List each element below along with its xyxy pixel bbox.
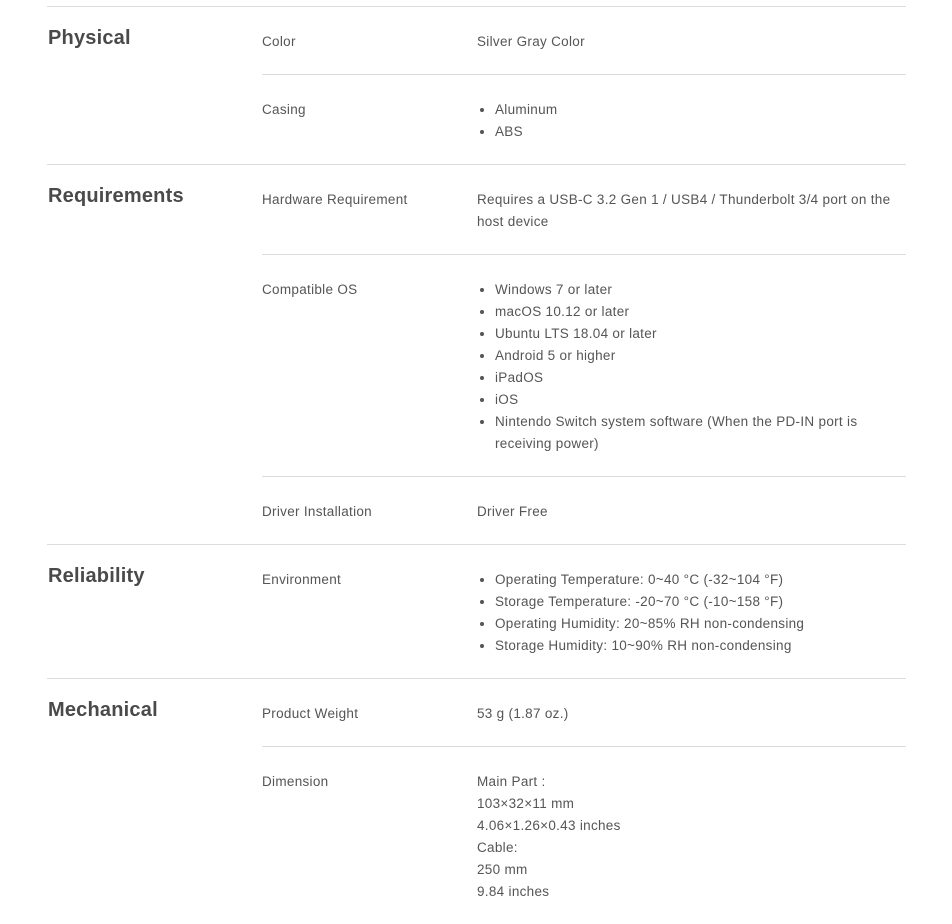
spec-row-casing xyxy=(262,74,906,164)
spec-label: Dimension xyxy=(262,774,329,789)
list-item: • iOS xyxy=(495,389,906,411)
value-line: 9.84 inches xyxy=(477,884,550,899)
spec-row-compatible-os xyxy=(262,254,906,476)
spec-value: Requires a USB-C 3.2 Gen 1 / USB4 / Thunderbolt 3/4 port on the host device xyxy=(477,192,891,229)
list-item: • Windows 7 or later xyxy=(495,279,906,301)
section-title: Requirements xyxy=(48,185,184,207)
spec-label: Compatible OS xyxy=(262,282,358,297)
value-line: 4.06×1.26×0.43 inches xyxy=(477,818,621,833)
spec-row-dimension xyxy=(262,746,906,924)
section-title: Mechanical xyxy=(48,699,158,721)
section-mechanical xyxy=(47,678,906,924)
list-item: • macOS 10.12 or later xyxy=(495,301,906,323)
value-line: Main Part : xyxy=(477,774,546,789)
value-line: 103×32×11 mm xyxy=(477,796,575,811)
spec-value xyxy=(477,279,906,455)
spec-label: Hardware Requirement xyxy=(262,192,408,207)
list-item: • Android 5 or higher xyxy=(495,345,906,367)
spec-label: Environment xyxy=(262,572,342,587)
section-title: Physical xyxy=(48,27,131,49)
spec-label: Casing xyxy=(262,102,306,117)
spec-value: Driver Free xyxy=(477,504,548,519)
section-reliability xyxy=(47,544,906,678)
spec-label: Color xyxy=(262,34,296,49)
spec-label: Product Weight xyxy=(262,706,359,721)
spec-row-color xyxy=(262,7,906,74)
spec-value xyxy=(477,99,906,143)
list-item: • Storage Humidity: 10~90% RH non-condensing xyxy=(495,635,906,657)
section-title: Reliability xyxy=(48,565,145,587)
spec-value xyxy=(477,569,906,657)
spec-row-hardware-requirement xyxy=(262,165,906,254)
spec-value xyxy=(477,771,906,903)
section-requirements xyxy=(47,164,906,544)
spec-value: 53 g (1.87 oz.) xyxy=(477,706,569,721)
list-item: • iPadOS xyxy=(495,367,906,389)
list-item: • Ubuntu LTS 18.04 or later xyxy=(495,323,906,345)
spec-table xyxy=(47,6,906,924)
list-item: • Operating Temperature: 0~40 °C (-32~104 °F) xyxy=(495,569,906,591)
value-line: Cable: xyxy=(477,840,518,855)
list-item: • Aluminum xyxy=(495,99,906,121)
list-item: • Operating Humidity: 20~85% RH non-condensing xyxy=(495,613,906,635)
spec-row-environment xyxy=(262,545,906,678)
spec-value: Silver Gray Color xyxy=(477,34,585,49)
spec-row-product-weight xyxy=(262,679,906,746)
section-physical xyxy=(47,6,906,164)
list-item: • ABS xyxy=(495,121,906,143)
list-item: • Storage Temperature: -20~70 °C (-10~158 °F) xyxy=(495,591,906,613)
spec-row-driver-installation xyxy=(262,476,906,544)
spec-label: Driver Installation xyxy=(262,504,372,519)
list-item: • Nintendo Switch system software (When the PD-IN port is receiving power) xyxy=(495,411,906,455)
value-line: 250 mm xyxy=(477,862,528,877)
